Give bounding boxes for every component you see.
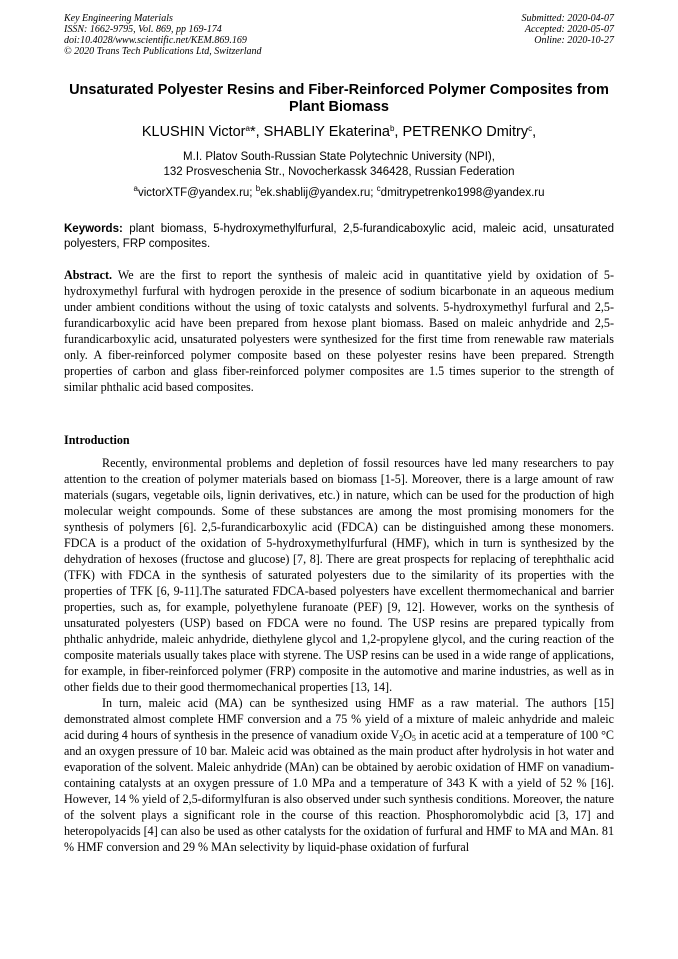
online-date: Online: 2020-10-27: [534, 35, 614, 46]
dates-header: [522, 13, 615, 46]
journal-issn: ISSN: 1662-9795, Vol. 869, pp 169-174: [64, 24, 222, 35]
author-list: [64, 124, 614, 141]
journal-name: Key Engineering Materials: [64, 13, 173, 24]
journal-header: [64, 13, 262, 57]
author-separator: ,: [532, 124, 537, 140]
affiliation-line: 132 Prosveschenia Str., Novocherkassk 346428, Russian Federation: [163, 166, 515, 178]
journal-copyright: © 2020 Trans Tech Publications Ltd, Switzerland: [64, 46, 262, 57]
paragraph-text: in acetic acid at a temperature of 100 °C and an oxygen pressure of 10 bar. Maleic acid was obtained as the main product after hydrolysis in hot water and evaporation of the solvent. Maleic anhydride (MAn) can be obtained by aerobic oxidation of HMF on vanadium-containing catalysts at an oxygen pressure of 1.0 MPa and a temperature of 343 K with a yield of 52 % [16]. However, 14 % yield of 2,5-diformylfuran is also observed under such synthesis conditions. Moreover, the nature of the solvent plays a significant role in the course of this reaction. Phosphoromolybdic acid [3, 17] and heteropolyacids [4] can also be used as other catalysts for the oxidation of furfural and HMF to MA and MAn. 81 % HMF conversion and 29 % MAn selectivity by liquid-phase oxidation of furfural: [64, 728, 614, 854]
author-separator: ,: [394, 124, 403, 140]
journal-doi: doi:10.4028/www.scientific.net/KEM.869.169: [64, 35, 247, 46]
author-emails: [64, 186, 614, 201]
subscript: 2: [399, 734, 404, 743]
subscript: 5: [411, 734, 416, 743]
keywords-text: plant biomass, 5-hydroxymethylfurfural, 2,5-furandicaboxylic acid, maleic acid, unsaturated polyesters, FRP composites.: [64, 223, 614, 250]
paragraph: [64, 695, 614, 855]
paragraph-text: O: [403, 728, 412, 742]
abstract-text: We are the first to report the synthesis of maleic acid in quantitative yield by oxidation of 5-hydroxymethyl furfural with hydrogen peroxide in the presence of sodium bicarbonate in an aqueous medium under ambient conditions without the using of toxic catalysts and solvents. 5-hydroxymethyl furfural and 2,5-furandicarboxylic acid have been prepared from hexose plant biomass. Based on maleic anhydride and 2,5-furandicarboxylic acid, unsaturated polyesters were synthesized for the first time from renewable raw materials only. A fiber-reinforced polymer composite based on these polyester resins have been prepared. Strength properties of carbon and glass fiber-reinforced polymer composites are 1.5 times superior to the strength of similar phthalic acid based composites.: [64, 268, 614, 394]
author-name: PETRENKO Dmitry: [402, 124, 529, 140]
paragraph: Recently, environmental problems and depletion of fossil resources have led many researchers to pay attention to the creation of polymer materials based on biomass [1-5]. Moreover, there is a large amount of raw materials (sugars, vegetable oils, lignin derivatives, etc.) in nature, which can be used for the production of high molecular weight compounds. Some of these substances are among the most promising monomers for the synthesis of polymers [6]. 2,5-furandicarboxylic acid (FDCA) can be distinguished among these monomers. FDCA is a product of the oxidation of 5-hydroxymethylfurfural (HMF), which in turn is synthesized by the dehydration of hexoses (fructose and glucose) [7, 8]. There are great prospects for replacing of terephthalic acid (TFK) with FDCA in the synthesis of saturated polyesters due to the similarity of its properties with the properties of TFK [6, 9-11].The saturated FDCA-based polyesters have excellent thermomechanical and barrier properties, such as, for example, polyethylene furanoate (PEF) [9, 12]. However, works on the synthesis of unsaturated polyesters (USP) based on FDCA were no found. The USP resins are prepared typically from phthalic anhydride, maleic anhydride, diethylene glycol and 1,2-propylene glycol, and the curing reaction of the composite materials usually takes place with styrene. The USP resins can be used in a wide range of applications, for example, in fiber-reinforced polymer (FRP) composite in the automotive and marine industries, as well as in other fields due to their good thermomechanical properties [13, 14].: [64, 456, 614, 694]
corresponding-mark: *,: [249, 124, 264, 140]
email-marker: b: [255, 184, 261, 193]
email-marker: c: [376, 184, 381, 193]
author-name: KLUSHIN Victor: [141, 124, 246, 140]
author-name: SHABLIY Ekaterina: [263, 124, 390, 140]
email-link[interactable]: ek.shablij@yandex.ru;: [260, 187, 377, 199]
submitted-date: Submitted: 2020-04-07: [521, 13, 614, 24]
email-link[interactable]: dmitrypetrenko1998@yandex.ru: [380, 187, 545, 199]
abstract-label: Abstract.: [64, 268, 113, 282]
email-marker: a: [133, 184, 138, 193]
keywords: [64, 222, 614, 252]
introduction-body: [64, 455, 614, 855]
keywords-label: Keywords:: [64, 223, 123, 235]
section-heading: Introduction: [64, 433, 130, 447]
affiliation-line: M.I. Platov South-Russian State Polytechnic University (NPI),: [183, 151, 495, 163]
abstract: [64, 267, 614, 395]
author-marker: b: [389, 124, 395, 133]
affiliation: [64, 150, 614, 180]
accepted-date: Accepted: 2020-05-07: [524, 24, 614, 35]
author-marker: c: [528, 124, 533, 133]
paragraph-text: In turn, maleic acid (MA) can be synthesized using HMF as a raw material. The authors [15] demonstrated almost complete HMF conversion and a 75 % yield of a mixture of maleic anhydride and maleic acid during 4 hours of synthesis in the presence of vanadium oxide V: [64, 696, 614, 742]
paper-title: Unsaturated Polyester Resins and Fiber-Reinforced Polymer Composites from Plant Biomass: [69, 82, 609, 115]
email-link[interactable]: victorXTF@yandex.ru;: [137, 187, 256, 199]
author-marker: a: [245, 124, 250, 133]
